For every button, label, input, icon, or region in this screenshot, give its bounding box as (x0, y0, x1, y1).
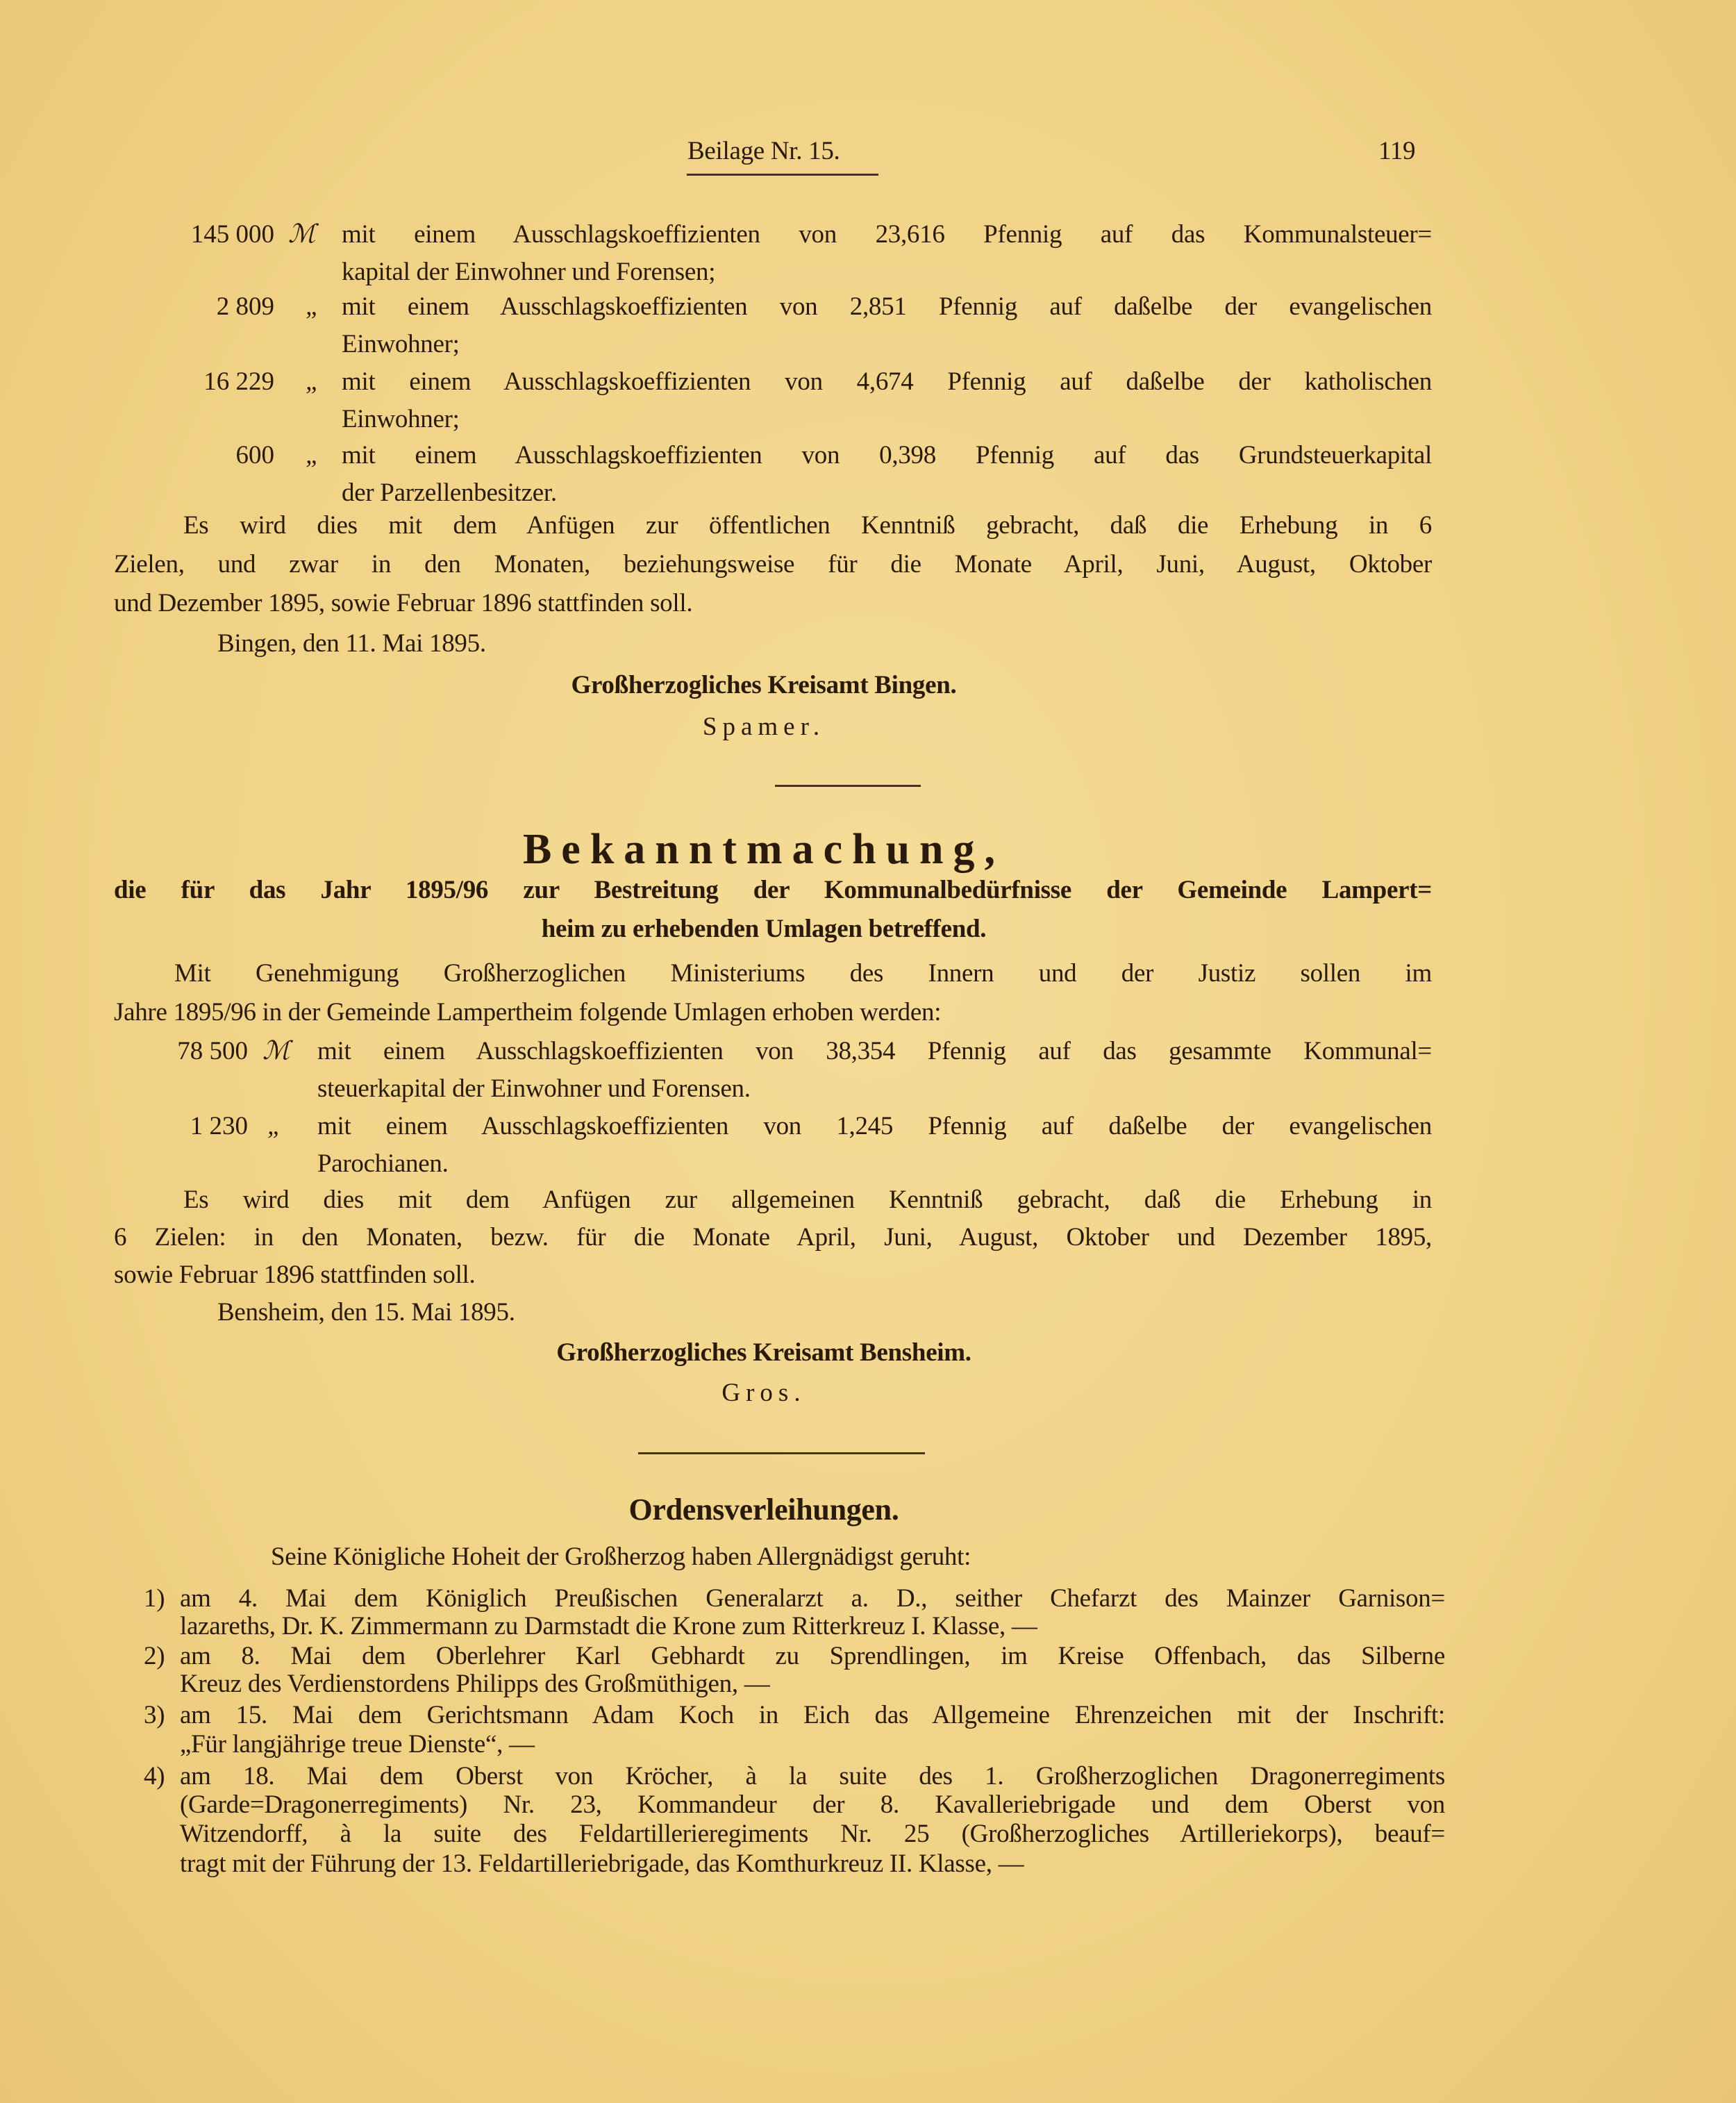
notice-line: Es wird dies mit dem Anfügen zur allgemeinen Kenntniß gebracht, daß die Erhebung in (183, 1186, 1432, 1214)
entry-line: kapital der Einwohner und Forensen; (342, 258, 716, 286)
place-date: Bingen, den 11. Mai 1895. (217, 629, 486, 658)
item-line: am 18. Mai dem Oberst von Kröcher, à la suite des 1. Großherzoglichen Dragonerregiments (180, 1762, 1445, 1790)
amount: 600 (235, 441, 274, 469)
announcement-title: Bekanntmachung, (522, 826, 1005, 873)
unit-mark: ℳ (262, 1037, 290, 1065)
amount: 16 229 (203, 367, 274, 396)
ditto-mark: „ (306, 441, 320, 469)
issuing-authority: Großherzogliches Kreisamt Bensheim. (556, 1338, 971, 1367)
announcement-subtitle: die für das Jahr 1895/96 zur Bestreitung der Kommunalbedürfnisse der Gemeinde Lampert= (114, 876, 1432, 904)
running-header-title: Beilage Nr. 15. (687, 137, 840, 165)
notice-line: 6 Zielen: in den Monaten, bezw. für die Monate April, Juni, August, Oktober und Dezember 1895, (114, 1223, 1432, 1252)
notice-line: Es wird dies mit dem Anfügen zur öffentlichen Kenntniß gebracht, daß die Erhebung in 6 (183, 511, 1432, 540)
item-line: am 15. Mai dem Gerichtsmann Adam Koch in Eich das Allgemeine Ehrenzeichen mit der Inschrift: (180, 1701, 1445, 1729)
signature: Spamer. (702, 713, 826, 741)
entry-line: mit einem Ausschlagskoeffizienten von 0,398 Pfennig auf das Grundsteuerkapital (342, 441, 1432, 469)
issuing-authority: Großherzogliches Kreisamt Bingen. (571, 671, 957, 699)
intro-line: Seine Königliche Hoheit der Großherzog haben Allergnädigst geruht: (271, 1543, 971, 1571)
entry-line: mit einem Ausschlagskoeffizienten von 23,616 Pfennig auf das Kommunalsteuer= (342, 220, 1432, 249)
item-line: am 4. Mai dem Königlich Preußischen Generalarzt a. D., seither Chefarzt des Mainzer Garnison= (180, 1584, 1445, 1613)
notice-line: sowie Februar 1896 stattfinden soll. (114, 1261, 476, 1289)
page-number: 119 (1378, 137, 1416, 165)
announcement-subtitle: heim zu erhebenden Umlagen betreffend. (541, 915, 987, 943)
amount: 1 230 (190, 1112, 248, 1140)
item-line: lazareths, Dr. K. Zimmermann zu Darmstadt die Krone zum Ritterkreuz I. Klasse, — (180, 1612, 1037, 1640)
ditto-mark: „ (267, 1112, 282, 1140)
entry-line: der Parzellenbesitzer. (342, 479, 557, 507)
entry-line: mit einem Ausschlagskoeffizienten von 2,851 Pfennig auf daßelbe der evangelischen (342, 292, 1432, 321)
unit-mark: ℳ (288, 220, 316, 249)
notice-line: und Dezember 1895, sowie Februar 1896 stattfinden soll. (114, 589, 693, 617)
entry-line: steuerkapital der Einwohner und Forensen. (317, 1074, 751, 1103)
intro-line: Mit Genehmigung Großherzoglichen Ministeriums des Innern und der Justiz sollen im (174, 959, 1432, 988)
item-number: 2) (144, 1642, 165, 1670)
place-date: Bensheim, den 15. Mai 1895. (217, 1298, 515, 1327)
section-title: Ordensverleihungen. (628, 1493, 899, 1527)
item-line: am 8. Mai dem Oberlehrer Karl Gebhardt zu Sprendlingen, im Kreise Offenbach, das Silberne (180, 1642, 1445, 1670)
notice-line: Zielen, und zwar in den Monaten, beziehungsweise für die Monate April, Juni, August, Oktober (114, 550, 1432, 579)
item-number: 3) (144, 1701, 165, 1729)
item-number: 4) (144, 1762, 165, 1790)
entry-line: Parochianen. (317, 1149, 449, 1178)
item-number: 1) (144, 1584, 165, 1613)
signature: Gros. (721, 1379, 806, 1407)
header-rule (687, 174, 878, 176)
entry-line: mit einem Ausschlagskoeffizienten von 1,245 Pfennig auf daßelbe der evangelischen (317, 1112, 1432, 1140)
item-line: Witzendorff, à la suite des Feldartillerieregiments Nr. 25 (Großherzogliches Artilleriekorps), beauf= (180, 1820, 1445, 1848)
intro-line: Jahre 1895/96 in der Gemeinde Lampertheim folgende Umlagen erhoben werden: (114, 998, 942, 1026)
amount: 2 809 (216, 292, 274, 321)
ditto-mark: „ (306, 367, 320, 396)
amount: 78 500 (177, 1037, 248, 1065)
entry-line: mit einem Ausschlagskoeffizienten von 4,674 Pfennig auf daßelbe der katholischen (342, 367, 1432, 396)
item-line: (Garde=Dragonerregiments) Nr. 23, Kommandeur der 8. Kavalleriebrigade und dem Oberst von (180, 1790, 1445, 1819)
section-divider (638, 1452, 925, 1454)
amount: 145 000 (190, 220, 274, 249)
entry-line: Einwohner; (342, 330, 460, 358)
ditto-mark: „ (306, 292, 320, 321)
item-line: Kreuz des Verdienstordens Philipps des Großmüthigen, — (180, 1670, 770, 1698)
item-line: „Für langjährige treue Dienste“, — (180, 1730, 535, 1759)
section-divider (775, 785, 921, 787)
entry-line: mit einem Ausschlagskoeffizienten von 38,354 Pfennig auf das gesammte Kommunal= (317, 1037, 1432, 1065)
item-line: tragt mit der Führung der 13. Feldartilleriebrigade, das Komthurkreuz II. Klasse, — (180, 1850, 1024, 1878)
entry-line: Einwohner; (342, 405, 460, 433)
